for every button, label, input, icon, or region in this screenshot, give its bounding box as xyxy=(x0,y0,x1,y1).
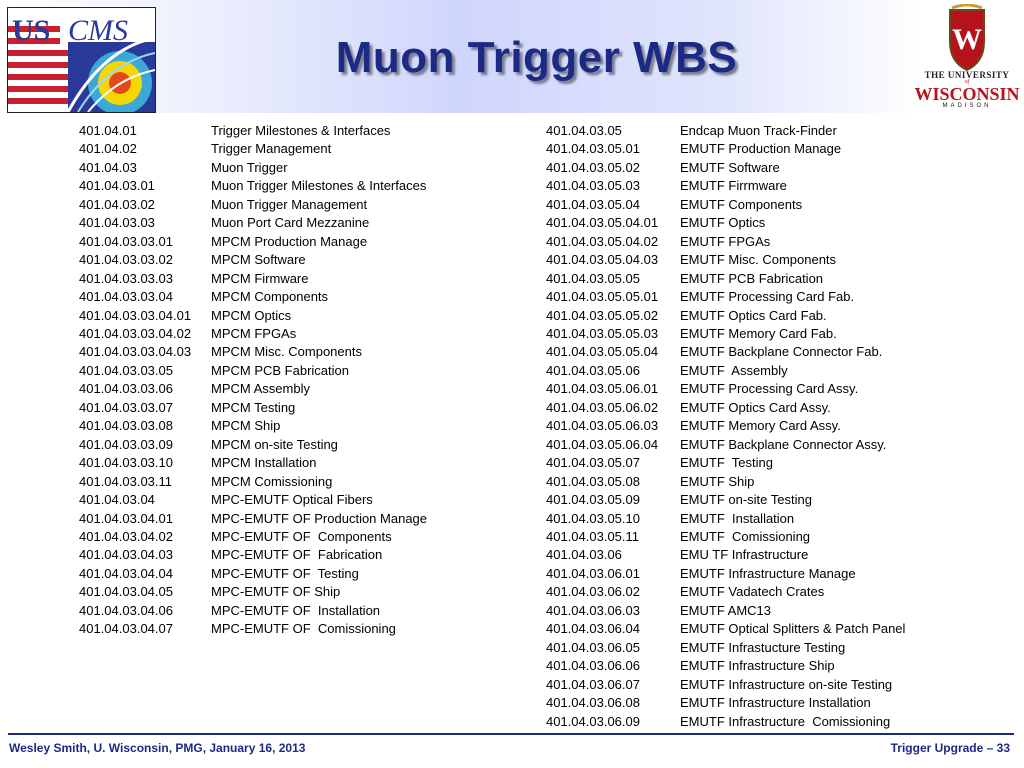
wbs-name: MPC-EMUTF OF Ship xyxy=(211,584,341,600)
wbs-name: Muon Trigger Milestones & Interfaces xyxy=(211,178,427,194)
wbs-row xyxy=(79,233,519,251)
wbs-code: 401.04.03.04.01 xyxy=(79,510,173,526)
wbs-name: MPCM on-site Testing xyxy=(211,436,338,452)
uw-logo xyxy=(912,4,1022,111)
wbs-row xyxy=(546,713,1006,731)
footer-page-label: Trigger Upgrade – 33 xyxy=(890,741,1010,755)
wbs-code: 401.04.03.04.02 xyxy=(79,528,173,544)
wbs-row xyxy=(546,546,1006,564)
wbs-name: MPCM PCB Fabrication xyxy=(211,362,349,378)
wbs-code: 401.04.03.04.03 xyxy=(79,547,173,563)
svg-text:US: US xyxy=(12,14,51,47)
wbs-code: 401.04.03.05.03 xyxy=(546,178,640,194)
wbs-list-right xyxy=(546,122,1006,731)
wbs-name: EMUTF Optics xyxy=(680,215,766,231)
wbs-row xyxy=(79,251,519,269)
uw-line2: of xyxy=(964,79,970,85)
wbs-row xyxy=(546,676,1006,694)
svg-text:W: W xyxy=(952,23,982,56)
wbs-name: MPC-EMUTF OF Testing xyxy=(211,565,359,581)
wbs-row xyxy=(546,454,1006,472)
wbs-row xyxy=(546,159,1006,177)
wbs-name: EMUTF Infrastructure Comissioning xyxy=(680,713,891,729)
wbs-row xyxy=(79,343,519,361)
wbs-code: 401.04.03.05.05 xyxy=(546,270,640,286)
wbs-name: EMUTF Software xyxy=(680,159,780,175)
wbs-code: 401.04.03.05.06 xyxy=(546,362,640,378)
wbs-name: EMUTF Infrastucture Testing xyxy=(680,639,846,655)
wbs-name: EMUTF Infrastructure Ship xyxy=(680,658,835,674)
wbs-name: EMUTF Processing Card Assy. xyxy=(680,381,859,397)
wbs-name: EMUTF FPGAs xyxy=(680,233,771,249)
wbs-code: 401.04.03.05 xyxy=(546,123,622,138)
footer-divider xyxy=(8,733,1014,735)
wbs-code: 401.04.03.05.08 xyxy=(546,473,640,489)
wbs-row xyxy=(79,214,519,232)
wbs-name: MPCM Software xyxy=(211,252,306,268)
wbs-code: 401.04.03.04.05 xyxy=(79,584,173,600)
wbs-name: EMUTF Optics Card Assy. xyxy=(680,399,831,415)
wbs-name: EMUTF Memory Card Assy. xyxy=(680,418,841,434)
wbs-code: 401.04.03.03.04.03 xyxy=(79,344,192,360)
wbs-code: 401.04.03.06 xyxy=(546,547,622,563)
wbs-code: 401.04.03.02 xyxy=(79,196,155,212)
wbs-row xyxy=(79,196,519,214)
wbs-code: 401.04.03 xyxy=(79,159,137,175)
wbs-row xyxy=(79,602,519,620)
wbs-name: MPC-EMUTF OF Installation xyxy=(211,602,381,618)
wbs-name: MPC-EMUTF OF Production Manage xyxy=(211,510,428,526)
wbs-name: EMUTF on-site Testing xyxy=(680,492,812,508)
wbs-name: MPCM Production Manage xyxy=(211,233,368,249)
wbs-row xyxy=(79,362,519,380)
wbs-name: EMUTF Ship xyxy=(680,473,755,489)
wbs-name: EMUTF Optics Card Fab. xyxy=(680,307,827,323)
wbs-row xyxy=(79,399,519,417)
wbs-code: 401.04.03.03.04.01 xyxy=(79,307,192,323)
wbs-code: 401.04.03.03.09 xyxy=(79,436,173,452)
wbs-name: MPCM FPGAs xyxy=(211,325,297,341)
wbs-code: 401.04.03.03.11 xyxy=(79,473,173,489)
wbs-row xyxy=(546,639,1006,657)
wbs-row xyxy=(79,565,519,583)
wbs-row xyxy=(79,454,519,472)
wbs-name: EMUTF Optical Splitters & Patch Panel xyxy=(680,621,906,637)
wbs-name: MPCM Firmware xyxy=(211,270,309,286)
wbs-code: 401.04.03.05.06.01 xyxy=(546,381,659,397)
wbs-row xyxy=(546,251,1006,269)
wbs-code: 401.04.03.04.06 xyxy=(79,602,173,618)
wbs-code: 401.04.03.03 xyxy=(79,215,155,231)
wbs-code: 401.04.03.05.04.03 xyxy=(546,252,659,268)
wbs-row xyxy=(79,510,519,528)
wbs-name: MPCM Testing xyxy=(211,399,296,415)
wbs-row xyxy=(79,620,519,638)
wbs-row xyxy=(79,546,519,564)
wbs-row xyxy=(546,528,1006,546)
wbs-code: 401.04.03.05.10 xyxy=(546,510,640,526)
wbs-name: Trigger Milestones & Interfaces xyxy=(211,123,391,138)
wbs-row xyxy=(546,510,1006,528)
wbs-code: 401.04.03.04.07 xyxy=(79,621,173,637)
wbs-row xyxy=(546,399,1006,417)
wbs-name: EMUTF Assembly xyxy=(680,362,788,378)
wbs-code: 401.04.03.06.08 xyxy=(546,695,640,711)
wbs-row xyxy=(546,214,1006,232)
wbs-name: EMUTF AMC13 xyxy=(680,602,772,618)
wbs-code: 401.04.03.06.03 xyxy=(546,602,640,618)
wbs-code: 401.04.03.06.01 xyxy=(546,565,640,581)
wbs-name: MPC-EMUTF Optical Fibers xyxy=(211,492,373,508)
wbs-row xyxy=(546,380,1006,398)
wbs-name: MPCM Misc. Components xyxy=(211,344,362,360)
wbs-name: EMUTF Infrastructure Installation xyxy=(680,695,871,711)
wbs-row xyxy=(546,288,1006,306)
wbs-code: 401.04.03.06.09 xyxy=(546,713,640,729)
wbs-code: 401.04.03.03.05 xyxy=(79,362,173,378)
wbs-row xyxy=(546,417,1006,435)
wbs-row xyxy=(546,233,1006,251)
wbs-row xyxy=(79,122,519,140)
wbs-row xyxy=(79,436,519,454)
wbs-name: MPC-EMUTF OF Components xyxy=(211,528,392,544)
wbs-code: 401.04.03.05.04 xyxy=(546,196,640,212)
wbs-name: EMUTF Infrastructure Manage xyxy=(680,565,856,581)
wbs-row xyxy=(546,270,1006,288)
uw-line1: THE UNIVERSITY xyxy=(924,70,1010,80)
wbs-row xyxy=(546,343,1006,361)
svg-text:CMS: CMS xyxy=(68,14,128,47)
wbs-name: MPCM Assembly xyxy=(211,381,310,397)
wbs-code: 401.04.03.03.04 xyxy=(79,289,173,305)
wbs-row xyxy=(79,583,519,601)
page-title: Muon Trigger WBS xyxy=(335,33,738,82)
wbs-name: EMUTF Memory Card Fab. xyxy=(680,325,837,341)
wbs-code: 401.04.03.01 xyxy=(79,178,155,194)
wbs-name: EMUTF Misc. Components xyxy=(680,252,837,268)
wbs-name: EMUTF Vadatech Crates xyxy=(680,584,825,600)
wbs-code: 401.04.03.04.04 xyxy=(79,565,173,581)
wbs-row xyxy=(79,417,519,435)
wbs-row xyxy=(546,122,1006,140)
wbs-code: 401.04.03.05.06.03 xyxy=(546,418,659,434)
wbs-code: 401.04.03.03.10 xyxy=(79,455,173,471)
footer-author: Wesley Smith, U. Wisconsin, PMG, January 16, 2013 xyxy=(9,741,306,755)
wbs-name: Muon Trigger Management xyxy=(211,196,368,212)
wbs-code: 401.04.02 xyxy=(79,141,137,157)
wbs-code: 401.04.03.05.02 xyxy=(546,159,640,175)
wbs-row xyxy=(79,307,519,325)
wbs-code: 401.04.03.05.05.03 xyxy=(546,325,659,341)
wbs-code: 401.04.03.06.04 xyxy=(546,621,640,637)
wbs-row xyxy=(79,270,519,288)
wbs-row xyxy=(79,177,519,195)
wbs-row xyxy=(546,325,1006,343)
wbs-code: 401.04.03.05.04.01 xyxy=(546,215,659,231)
wbs-row xyxy=(79,491,519,509)
wbs-row xyxy=(546,694,1006,712)
wbs-code: 401.04.03.03.03 xyxy=(79,270,173,286)
wbs-code: 401.04.03.05.05.01 xyxy=(546,289,659,305)
wbs-list-left xyxy=(79,122,519,639)
wbs-row xyxy=(546,177,1006,195)
wbs-row xyxy=(79,380,519,398)
wbs-row xyxy=(546,196,1006,214)
wbs-name: MPCM Installation xyxy=(211,455,317,471)
uw-line4: MADISON xyxy=(942,103,992,109)
wbs-row xyxy=(546,620,1006,638)
wbs-code: 401.04.01 xyxy=(79,123,137,138)
wbs-row xyxy=(546,583,1006,601)
wbs-code: 401.04.03.05.11 xyxy=(546,528,640,544)
wbs-name: EMUTF Comissioning xyxy=(680,528,811,544)
wbs-row xyxy=(79,288,519,306)
wbs-code: 401.04.03.03.08 xyxy=(79,418,173,434)
wbs-name: Muon Trigger xyxy=(211,159,288,175)
wbs-name: MPCM Ship xyxy=(211,418,281,434)
wbs-row xyxy=(546,565,1006,583)
wbs-name: EMUTF Installation xyxy=(680,510,795,526)
uw-line3: WISCONSIN xyxy=(914,84,1020,104)
wbs-code: 401.04.03.06.07 xyxy=(546,676,640,692)
wbs-row xyxy=(79,325,519,343)
wbs-name: EMUTF PCB Fabrication xyxy=(680,270,824,286)
wbs-name: EMUTF Backplane Connector Fab. xyxy=(680,344,883,360)
wbs-name: EMUTF Testing xyxy=(680,455,773,471)
wbs-code: 401.04.03.03.01 xyxy=(79,233,173,249)
wbs-code: 401.04.03.06.06 xyxy=(546,658,640,674)
wbs-code: 401.04.03.03.07 xyxy=(79,399,173,415)
wbs-code: 401.04.03.05.09 xyxy=(546,492,640,508)
wbs-name: EMUTF Firrmware xyxy=(680,178,787,194)
wbs-row xyxy=(546,491,1006,509)
wbs-row xyxy=(79,140,519,158)
wbs-code: 401.04.03.05.07 xyxy=(546,455,640,471)
wbs-row xyxy=(79,473,519,491)
wbs-row xyxy=(79,159,519,177)
wbs-name: Muon Port Card Mezzanine xyxy=(211,215,370,231)
wbs-name: MPCM Comissioning xyxy=(211,473,333,489)
wbs-code: 401.04.03.06.05 xyxy=(546,639,640,655)
wbs-code: 401.04.03.05.04.02 xyxy=(546,233,659,249)
wbs-row xyxy=(546,362,1006,380)
wbs-code: 401.04.03.05.06.02 xyxy=(546,399,659,415)
wbs-name: EMUTF Components xyxy=(680,196,803,212)
wbs-name: Trigger Management xyxy=(211,141,332,157)
wbs-name: MPC-EMUTF OF Comissioning xyxy=(211,621,396,637)
wbs-row xyxy=(546,436,1006,454)
wbs-name: MPC-EMUTF OF Fabrication xyxy=(211,547,383,563)
wbs-row xyxy=(79,528,519,546)
wbs-row xyxy=(546,307,1006,325)
wbs-name: MPCM Components xyxy=(211,289,329,305)
wbs-code: 401.04.03.05.01 xyxy=(546,141,640,157)
wbs-code: 401.04.03.06.02 xyxy=(546,584,640,600)
wbs-code: 401.04.03.03.04.02 xyxy=(79,325,192,341)
wbs-row xyxy=(546,657,1006,675)
wbs-code: 401.04.03.04 xyxy=(79,492,155,508)
wbs-row xyxy=(546,602,1006,620)
wbs-name: EMUTF Production Manage xyxy=(680,141,842,157)
wbs-row xyxy=(546,140,1006,158)
wbs-name: EMU TF Infrastructure xyxy=(680,547,809,563)
wbs-name: EMUTF Backplane Connector Assy. xyxy=(680,436,887,452)
wbs-code: 401.04.03.03.06 xyxy=(79,381,173,397)
wbs-row xyxy=(546,473,1006,491)
wbs-name: EMUTF Processing Card Fab. xyxy=(680,289,855,305)
wbs-code: 401.04.03.05.05.02 xyxy=(546,307,659,323)
wbs-name: EMUTF Infrastructure on-site Testing xyxy=(680,676,893,692)
wbs-code: 401.04.03.05.05.04 xyxy=(546,344,659,360)
wbs-name: Endcap Muon Track-Finder xyxy=(680,123,837,138)
wbs-code: 401.04.03.03.02 xyxy=(79,252,173,268)
wbs-code: 401.04.03.05.06.04 xyxy=(546,436,659,452)
wbs-name: MPCM Optics xyxy=(211,307,292,323)
